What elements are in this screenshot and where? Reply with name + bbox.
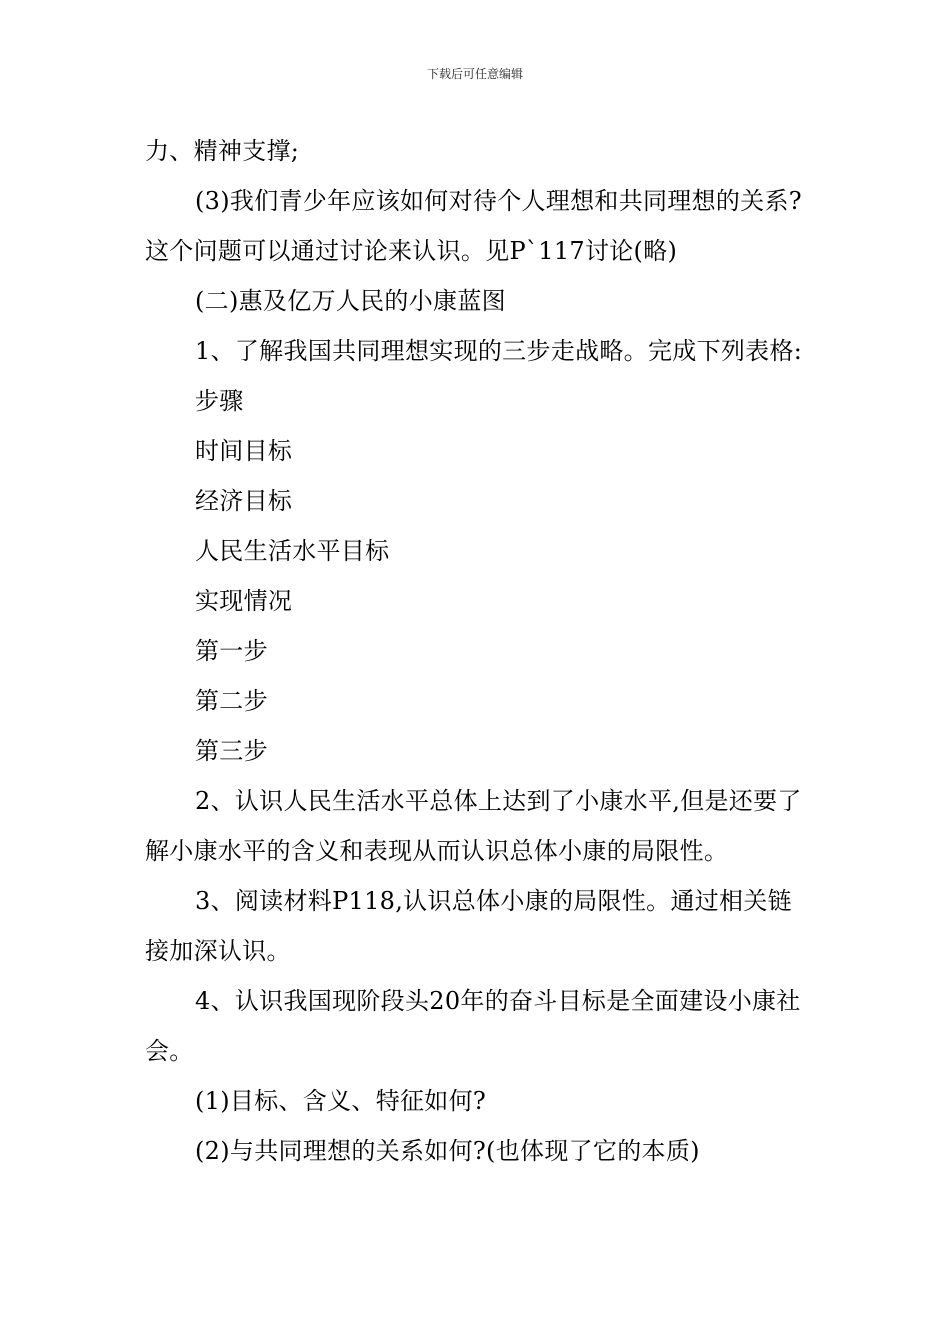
document-body — [145, 126, 809, 1176]
paragraph-spirit-support: 力、精神支撑; — [145, 137, 300, 165]
table-cell: 时间目标 — [195, 437, 293, 465]
paragraph-subitem-1: (1)目标、含义、特征如何? — [195, 1087, 487, 1115]
paragraph-question-3: (3)我们青少年应该如何对待个人理想和共同理想的关系?这个问题可以通过讨论来认识。见P`117讨论(略) — [145, 187, 802, 265]
table-cell: 人民生活水平目标 — [195, 537, 390, 565]
table-cell: 第一步 — [195, 637, 268, 665]
table-cell: 经济目标 — [195, 487, 293, 515]
paragraph-item-4: 4、认识我国现阶段头20年的奋斗目标是全面建设小康社会。 — [145, 987, 801, 1065]
page-header: 下载后可任意编辑 — [426, 67, 523, 81]
table-cell: 步骤 — [195, 387, 244, 415]
table-cell: 第三步 — [195, 737, 268, 765]
table-cell: 第二步 — [195, 687, 268, 715]
strategy-table — [145, 376, 809, 776]
paragraph-item-3: 3、阅读材料P118,认识总体小康的局限性。通过相关链接加深认识。 — [145, 887, 792, 965]
paragraph-subitem-2: (2)与共同理想的关系如何?(也体现了它的本质) — [195, 1137, 700, 1165]
table-cell: 实现情况 — [195, 587, 293, 615]
paragraph-item-2: 2、认识人民生活水平总体上达到了小康水平,但是还要了解小康水平的含义和表现从而认识总体小康的局限性。 — [145, 787, 802, 865]
section-heading-xiaokang: (二)惠及亿万人民的小康蓝图 — [195, 287, 506, 315]
paragraph-item-1: 1、了解我国共同理想实现的三步走战略。完成下列表格: — [195, 337, 803, 365]
